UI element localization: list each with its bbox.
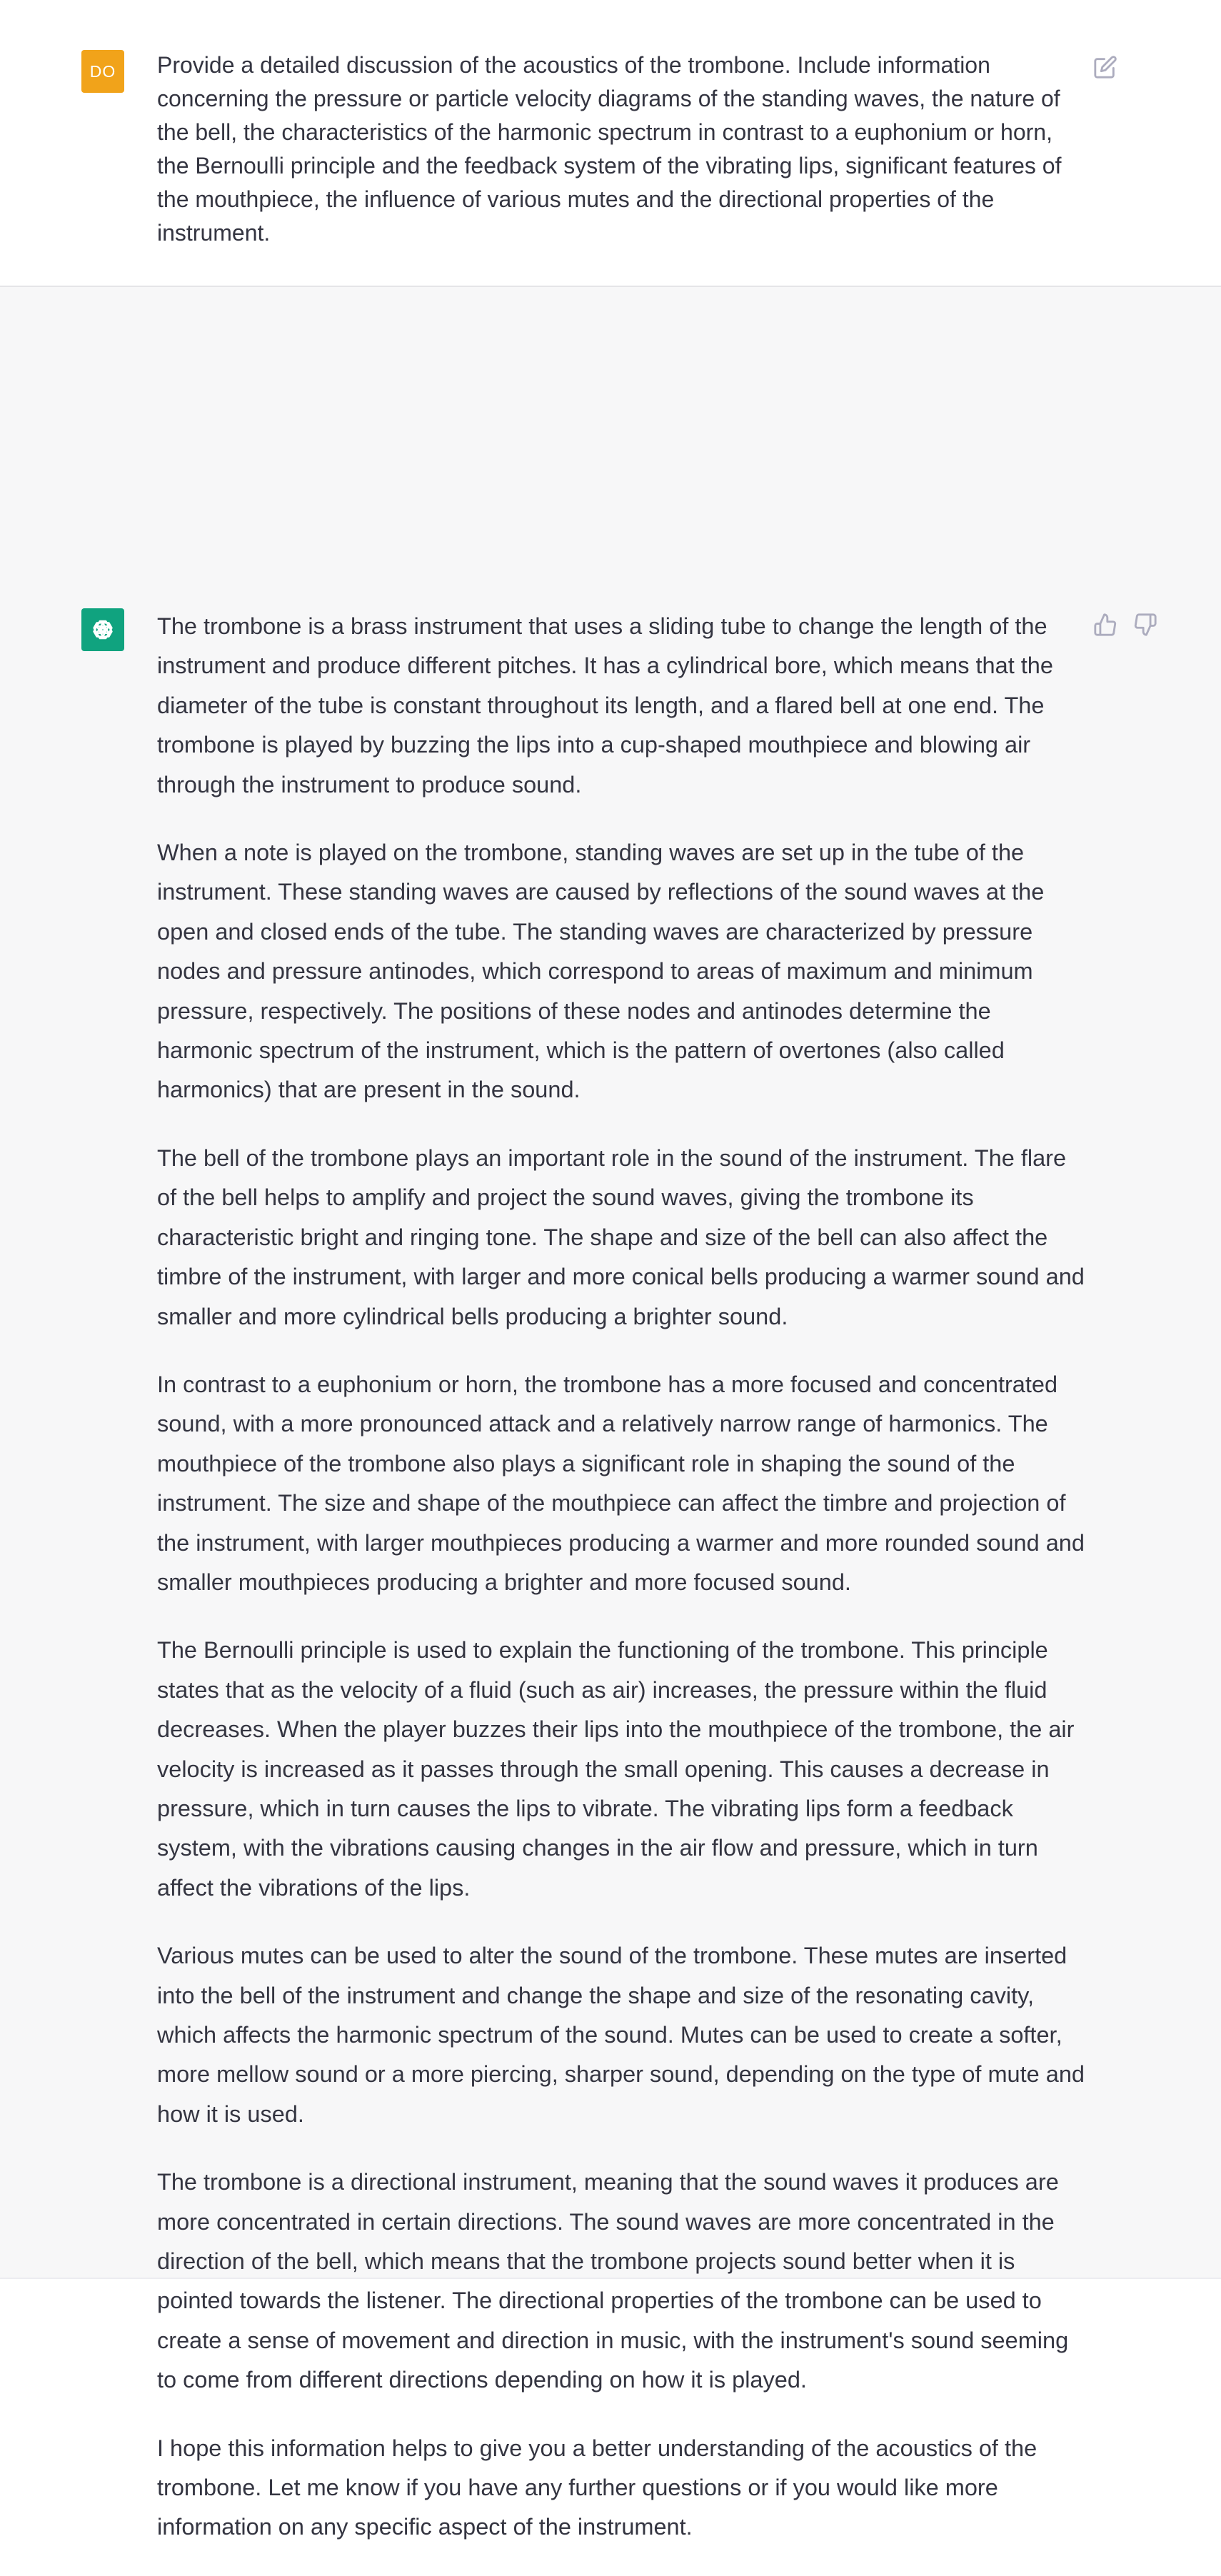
assistant-message-text bbox=[157, 607, 1085, 2576]
thumbs-down-button[interactable] bbox=[1131, 610, 1160, 639]
response-paragraph: I hope this information helps to give you a better understanding of the acoustics of the trombone. Let me know if you have any further questions or if you would like more information on any specific aspect of the instrument. bbox=[157, 2435, 1037, 2540]
response-paragraph: The trombone is a brass instrument that uses a sliding tube to change the length of the instrument and produce different pitches. It has a cylindrical bore, which means that the diameter of the tube is constant throughout its length, and a flared bell at one end. The trombone is played by buzzing the lips into a cup-shaped mouthpiece and blowing air through the instrument to produce sound. bbox=[157, 613, 1053, 798]
edit-icon bbox=[1093, 55, 1117, 79]
response-paragraph: When a note is played on the trombone, standing waves are set up in the tube of the instrument. These standing waves are caused by reflections of the sound waves at the open and closed ends of the tube. The standing waves are characterized by pressure nodes and pressure antinodes, which correspond to areas of maximum and minimum pressure, respectively. The positions of these nodes and antinodes determine the harmonic spectrum of the instrument, which is the pattern of overtones (also called harmonics) that are present in the sound. bbox=[157, 840, 1045, 1103]
thumbs-down-icon bbox=[1133, 613, 1157, 637]
response-paragraph: The bell of the trombone plays an important role in the sound of the instrument. The flare of the bell helps to amplify and project the sound waves, giving the trombone its characteristic bright and ringing tone. The shape and size of the bell can also affect the timbre of the instrument, with larger and more conical bells producing a warmer sound and smaller and more cylindrical bells producing a brighter sound. bbox=[157, 1144, 1085, 1329]
user-message bbox=[0, 0, 1221, 287]
edit-button[interactable] bbox=[1091, 53, 1120, 81]
user-avatar bbox=[81, 50, 124, 93]
response-paragraph: The Bernoulli principle is used to explain the functioning of the trombone. This principle states that as the velocity of a fluid (such as air) increases, the pressure within the fluid decreases. When the player buzzes their lips into the mouthpiece of the trombone, the air velocity is increased as it passes through the small opening. This causes a decrease in pressure, which in turn causes the lips to vibrate. The vibrating lips form a feedback system, with the vibrations causing changes in the air flow and pressure, which in turn affect the vibrations of the lips. bbox=[157, 1637, 1075, 1901]
openai-logo-icon bbox=[87, 614, 119, 645]
user-message-text: Provide a detailed discussion of the acoustics of the trombone. Include information concerning the pressure or particle velocity diagrams of the standing waves, the nature of the bell, the characteristics of the harmonic spectrum in contrast to a euphonium or horn, the Bernoulli principle and the feedback system of the vibrating lips, significant features of the mouthpiece, the influence of various mutes and the directional properties of the instrument. bbox=[157, 52, 1062, 246]
thumbs-up-icon bbox=[1093, 613, 1117, 637]
response-paragraph: The trombone is a directional instrument, meaning that the sound waves it produces are more concentrated in certain directions. The sound waves are more concentrated in the direction of the bell, which means that the trombone projects sound better when it is pointed towards the listener. The directional properties of the trombone can be used to create a sense of movement and direction in music, with the instrument's sound seeming to come from different directions depending on how it is played. bbox=[157, 2169, 1069, 2393]
response-paragraph: In contrast to a euphonium or horn, the trombone has a more focused and concentrated sound, with a more pronounced attack and a relatively narrow range of harmonics. The mouthpiece of the trombone also plays a significant role in shaping the sound of the instrument. The size and shape of the mouthpiece can affect the timbre and projection of the instrument, with larger mouthpieces producing a warmer and more rounded sound and smaller mouthpieces producing a brighter and more focused sound. bbox=[157, 1371, 1085, 1595]
assistant-message bbox=[0, 287, 1221, 2540]
response-paragraph: Various mutes can be used to alter the sound of the trombone. These mutes are inserted into the bell of the instrument and change the shape and size of the resonating cavity, which affects the harmonic spectrum of the sound. Mutes can be used to create a softer, more mellow sound or a more piercing, sharper sound, depending on the type of mute and how it is used. bbox=[157, 1943, 1085, 2127]
user-avatar-initials: DO bbox=[89, 61, 116, 81]
thumbs-up-button[interactable] bbox=[1091, 610, 1120, 639]
assistant-avatar bbox=[81, 608, 124, 651]
